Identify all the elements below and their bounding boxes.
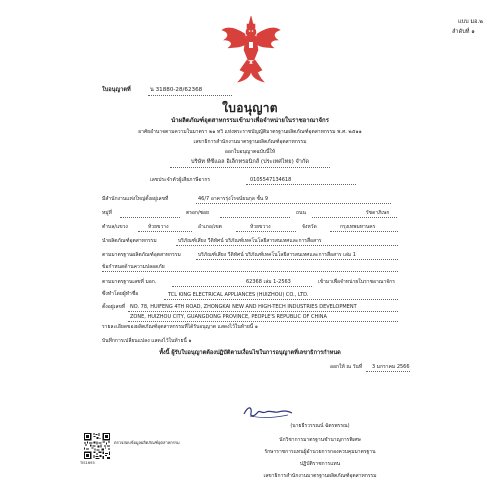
tis-suffix: เข้ามาเพื่อจำหน่ายในราชอาณาจักร bbox=[318, 279, 395, 285]
issue-date: 3 มกราคม 2566 bbox=[372, 364, 410, 370]
factory-address-line2: ZONE, HUIZHOU CITY, GUANGDONG PROVINCE, PEOPLE'S REPUBLIC OF CHINA bbox=[130, 314, 327, 320]
issue-date-label: ออกให้ ณ วันที่ bbox=[330, 364, 363, 370]
issue-line: ออกใบอนุญาตฉบับนี้ให้ bbox=[224, 149, 276, 155]
taxid-value: 0105547134618 bbox=[250, 177, 292, 183]
tambon-value: ห้วยขวาง bbox=[148, 224, 169, 230]
moo-label: หมู่ที่ bbox=[102, 210, 112, 216]
signer-position-3: ปฏิบัติราชการแทน bbox=[299, 461, 341, 467]
maker-label: ซึ่งทำโดยผู้ทำชื่อ bbox=[102, 291, 139, 297]
signer-name: (นายธีรวรรณน์ ฉัตรพรรณ) bbox=[290, 423, 350, 429]
tis-value: 62368 เล่ม 1-2563 bbox=[246, 279, 291, 285]
factory-address-line1: NO. 78, HUIFENG 4TH ROAD, ZHONGKAI NEW AND HIGH-TECH INDUSTRIES DEVELOPMENT bbox=[130, 304, 357, 310]
secretary-line: เลขาธิการสำนักงานมาตรฐานผลิตภัณฑ์อุตสาหกรรม bbox=[193, 139, 307, 145]
product-label: นำผลิตภัณฑ์อุตสาหกรรม bbox=[102, 238, 157, 244]
sheet-number: ลำดับที่ ๑ bbox=[452, 29, 475, 35]
qr-code-text: TIS1693 bbox=[80, 461, 95, 465]
tis-label: ตามมาตรฐานเลขที่ มอก. bbox=[102, 279, 157, 285]
qr-caption: ตรวจสอบข้อมูลผลิตภัณฑ์อุตสาหกรรม bbox=[114, 440, 180, 445]
signer-position-2: รักษาราชการแทนผู้อำนวยการกองควบคุมมาตรฐาน bbox=[264, 449, 376, 455]
license-number: น 31880-28/62368 bbox=[150, 87, 203, 93]
maker-name: TCL KING ELECTRICAL APPLIANCES (HUIZHOU) CO., LTD. bbox=[168, 292, 309, 298]
standard-value: บริภัณฑ์เสียง วีดิทัศน์ บริภัณฑ์เทคโนโลยีสารสนเทศและการสื่อสาร เล่ม 1 bbox=[198, 252, 356, 258]
road-value: รัชดาภิเษก bbox=[366, 210, 390, 216]
province-label: จังหวัด bbox=[302, 224, 317, 230]
authority-line: อาศัยอำนาจตามความในมาตรา ๒๑ ทวิ แห่งพระราชบัญญัติมาตรฐานผลิตภัณฑ์อุตสาหกรรม พ.ศ. ๒๕๑๑ bbox=[138, 129, 362, 135]
factory-label: ตั้งอยู่เลขที่ bbox=[102, 304, 126, 310]
form-number: แบบ มอ.๒ bbox=[458, 19, 483, 25]
signer-position-1: นักวิชาการมาตรฐานชำนาญการพิเศษ bbox=[279, 437, 361, 443]
province-value: กรุงเทพมหานคร bbox=[340, 224, 376, 230]
taxid-label: เลขประจำตัวผู้เสียภาษีอากร bbox=[150, 177, 211, 183]
signer-position-4: เลขาธิการสำนักงานมาตรฐานผลิตภัณฑ์อุตสาหกรรม bbox=[263, 473, 377, 479]
tambon-label: ตำบล/แขวง bbox=[102, 224, 128, 230]
road-label: ถนน bbox=[296, 210, 306, 216]
amphoe-label: อำเภอ/เขต bbox=[198, 224, 222, 230]
office-value: 46/7 อาคารรุ่งโรจน์ธนกุล ชั้น 9 bbox=[198, 196, 269, 202]
standard-label: ตามมาตรฐานผลิตภัณฑ์อุตสาหกรรม bbox=[102, 252, 181, 258]
detail-line: รายละเอียดของผลิตภัณฑ์อุตสาหกรรมที่ได้รับอนุญาต แสดงไว้ในท้ายนี้ ๑ bbox=[102, 324, 258, 330]
signature-icon bbox=[240, 404, 296, 420]
license-number-label: ใบอนุญาตที่ bbox=[102, 87, 131, 93]
standard-continued: ข้อกำหนดด้านความปลอดภัย bbox=[102, 264, 165, 270]
document-subtitle: นำผลิตภัณฑ์อุตสาหกรรมเข้ามาเพื่อจำหน่ายในราชอาณาจักร bbox=[171, 117, 329, 124]
product-value: บริภัณฑ์เสียง วีดิทัศน์ บริภัณฑ์เทคโนโลยีสารสนเทศและการสื่อสาร bbox=[178, 238, 322, 244]
change-line: บันทึกการเปลี่ยนแปลง แสดงไว้ในท้ายนี้ ๑ bbox=[102, 338, 192, 344]
document-title: ใบอนุญาต bbox=[222, 101, 278, 115]
qr-code-icon[interactable] bbox=[84, 433, 110, 459]
amphoe-value: ห้วยขวาง bbox=[250, 224, 271, 230]
office-label: มีสำนักงานแห่งใหญ่ตั้งอยู่เลขที่ bbox=[102, 196, 169, 202]
conditions-line: ทั้งนี้ ผู้รับใบอนุญาตต้องปฏิบัติตามเงื่อนไขในการอนุญาตที่เลขาธิการกำหนด bbox=[159, 350, 341, 356]
garuda-emblem-icon bbox=[218, 14, 284, 84]
soi-label: ตรอก/ซอย bbox=[186, 210, 209, 216]
company-name: บริษัท ทีซีแอล อิเล็กทรอนิกส์ (ประเทศไทย) จำกัด bbox=[191, 159, 309, 165]
